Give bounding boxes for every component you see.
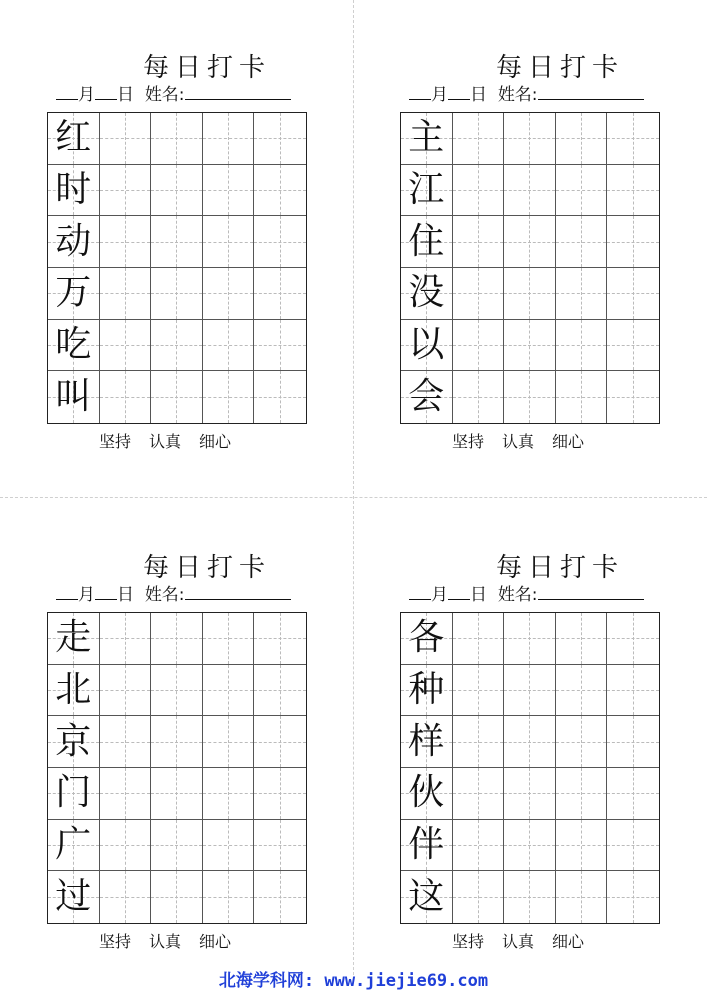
month-blank[interactable] <box>409 84 431 100</box>
motto-word: 细心 <box>552 932 585 951</box>
horizontal-cut-line <box>0 497 707 498</box>
practice-cell[interactable] <box>607 665 659 717</box>
practice-cell[interactable] <box>100 113 152 165</box>
practice-cell[interactable] <box>607 216 659 268</box>
practice-cell[interactable] <box>151 165 203 217</box>
practice-cell[interactable] <box>453 820 505 872</box>
name-blank[interactable] <box>538 84 644 100</box>
day-label: 日 <box>117 585 134 605</box>
practice-cell[interactable] <box>100 665 152 717</box>
practice-cell[interactable] <box>504 613 556 665</box>
practice-cell[interactable] <box>504 665 556 717</box>
month-blank[interactable] <box>56 84 78 100</box>
day-blank[interactable] <box>95 584 117 600</box>
practice-cell[interactable] <box>607 716 659 768</box>
practice-cell[interactable] <box>556 871 608 923</box>
practice-cell[interactable] <box>100 768 152 820</box>
practice-cell[interactable] <box>203 320 255 372</box>
model-character-cell <box>48 216 100 268</box>
day-blank[interactable] <box>448 84 470 100</box>
model-character-cell <box>48 665 100 717</box>
model-character-cell <box>48 165 100 217</box>
month-blank[interactable] <box>56 584 78 600</box>
practice-cell[interactable] <box>151 716 203 768</box>
motto-word: 细心 <box>199 932 232 951</box>
writing-grid <box>400 612 660 924</box>
practice-cell[interactable] <box>100 871 152 923</box>
motto <box>99 432 249 452</box>
motto-word: 认真 <box>149 932 182 951</box>
practice-cell[interactable] <box>453 268 505 320</box>
practice-cell[interactable] <box>453 216 505 268</box>
motto-word: 细心 <box>552 432 585 451</box>
writing-grid <box>400 112 660 424</box>
model-character-cell <box>48 113 100 165</box>
practice-cell[interactable] <box>453 768 505 820</box>
practice-cell[interactable] <box>100 216 152 268</box>
practice-cell[interactable] <box>453 165 505 217</box>
model-character: 动 <box>55 220 92 262</box>
model-character-cell <box>401 665 453 717</box>
model-character: 红 <box>55 117 92 159</box>
practice-cell[interactable] <box>254 268 306 320</box>
model-character-cell <box>401 216 453 268</box>
model-character: 叫 <box>55 376 92 418</box>
model-character: 北 <box>55 668 92 710</box>
model-character: 江 <box>408 168 445 210</box>
day-blank[interactable] <box>95 84 117 100</box>
practice-cell[interactable] <box>556 371 608 423</box>
practice-cell[interactable] <box>556 268 608 320</box>
card-title: 每日打卡 <box>142 553 271 583</box>
practice-cell[interactable] <box>151 268 203 320</box>
day-label: 日 <box>117 85 134 105</box>
month-label: 月 <box>431 585 448 605</box>
practice-cell[interactable] <box>203 268 255 320</box>
date-name-line <box>56 84 291 106</box>
practice-cell[interactable] <box>254 871 306 923</box>
practice-cell[interactable] <box>151 871 203 923</box>
practice-cell[interactable] <box>151 371 203 423</box>
model-character-cell <box>401 113 453 165</box>
practice-cell[interactable] <box>504 820 556 872</box>
practice-cell[interactable] <box>151 113 203 165</box>
practice-cell[interactable] <box>556 716 608 768</box>
model-character-cell <box>401 613 453 665</box>
practice-cell[interactable] <box>100 320 152 372</box>
model-character-cell <box>48 871 100 923</box>
practice-cell[interactable] <box>254 113 306 165</box>
practice-cell[interactable] <box>203 613 255 665</box>
practice-cell[interactable] <box>453 113 505 165</box>
practice-cell[interactable] <box>607 768 659 820</box>
model-character-cell <box>48 371 100 423</box>
practice-cell[interactable] <box>203 113 255 165</box>
practice-cell[interactable] <box>254 165 306 217</box>
practice-cell[interactable] <box>203 165 255 217</box>
practice-card <box>400 552 707 952</box>
model-character: 各 <box>408 617 445 659</box>
practice-cell[interactable] <box>607 371 659 423</box>
practice-cell[interactable] <box>453 613 505 665</box>
practice-cell[interactable] <box>254 768 306 820</box>
model-character: 主 <box>408 117 445 159</box>
practice-cell[interactable] <box>504 371 556 423</box>
practice-cell[interactable] <box>151 320 203 372</box>
practice-cell[interactable] <box>254 820 306 872</box>
model-character: 伙 <box>408 772 445 814</box>
model-character-cell <box>401 716 453 768</box>
practice-cell[interactable] <box>151 665 203 717</box>
model-character: 吃 <box>55 323 92 365</box>
model-character-cell <box>401 320 453 372</box>
motto <box>452 432 602 452</box>
model-character: 走 <box>55 617 92 659</box>
footer-watermark: 北海学科网: www.jiejie69.com <box>218 971 489 991</box>
model-character-cell <box>401 871 453 923</box>
practice-cell[interactable] <box>100 371 152 423</box>
month-blank[interactable] <box>409 584 431 600</box>
motto-word: 坚持 <box>99 432 132 451</box>
practice-cell[interactable] <box>556 113 608 165</box>
practice-cell[interactable] <box>100 165 152 217</box>
practice-cell[interactable] <box>607 268 659 320</box>
name-label: 姓名: <box>497 585 538 605</box>
practice-cell[interactable] <box>556 216 608 268</box>
practice-cell[interactable] <box>453 320 505 372</box>
model-character: 住 <box>408 220 445 262</box>
practice-cell[interactable] <box>100 820 152 872</box>
practice-cell[interactable] <box>607 320 659 372</box>
practice-cell[interactable] <box>556 320 608 372</box>
name-blank[interactable] <box>185 584 291 600</box>
motto-word: 坚持 <box>452 432 485 451</box>
practice-card <box>47 52 367 452</box>
practice-cell[interactable] <box>504 216 556 268</box>
model-character: 广 <box>55 823 92 865</box>
model-character: 以 <box>408 323 445 365</box>
motto-word: 认真 <box>502 932 535 951</box>
date-name-line <box>56 584 291 606</box>
practice-cell[interactable] <box>254 371 306 423</box>
practice-cell[interactable] <box>453 716 505 768</box>
card-title: 每日打卡 <box>495 53 624 83</box>
practice-cell[interactable] <box>203 665 255 717</box>
model-character: 伴 <box>408 823 445 865</box>
practice-cell[interactable] <box>607 871 659 923</box>
date-name-line <box>409 584 644 606</box>
model-character: 时 <box>55 168 92 210</box>
card-title: 每日打卡 <box>142 53 271 83</box>
practice-cell[interactable] <box>254 216 306 268</box>
practice-cell[interactable] <box>607 165 659 217</box>
name-blank[interactable] <box>185 84 291 100</box>
practice-cell[interactable] <box>151 768 203 820</box>
practice-cell[interactable] <box>100 268 152 320</box>
writing-grid <box>47 612 307 924</box>
day-blank[interactable] <box>448 584 470 600</box>
name-label: 姓名: <box>144 85 185 105</box>
practice-cell[interactable] <box>254 665 306 717</box>
model-character-cell <box>401 165 453 217</box>
practice-cell[interactable] <box>556 768 608 820</box>
practice-cell[interactable] <box>556 165 608 217</box>
practice-cell[interactable] <box>504 871 556 923</box>
practice-cell[interactable] <box>504 165 556 217</box>
practice-cell[interactable] <box>556 665 608 717</box>
practice-cell[interactable] <box>504 113 556 165</box>
model-character: 没 <box>408 272 445 314</box>
model-character-cell <box>48 320 100 372</box>
model-character-cell <box>48 768 100 820</box>
motto-word: 认真 <box>502 432 535 451</box>
practice-cell[interactable] <box>254 716 306 768</box>
model-character: 过 <box>55 876 92 918</box>
practice-cell[interactable] <box>100 613 152 665</box>
practice-cell[interactable] <box>504 268 556 320</box>
day-label: 日 <box>470 85 487 105</box>
model-character-cell <box>48 268 100 320</box>
motto-word: 细心 <box>199 432 232 451</box>
practice-card <box>400 52 707 452</box>
motto-word: 坚持 <box>99 932 132 951</box>
practice-cell[interactable] <box>453 665 505 717</box>
card-title: 每日打卡 <box>495 553 624 583</box>
practice-cell[interactable] <box>504 716 556 768</box>
practice-cell[interactable] <box>504 768 556 820</box>
practice-cell[interactable] <box>504 320 556 372</box>
practice-cell[interactable] <box>100 716 152 768</box>
model-character-cell <box>401 268 453 320</box>
practice-cell[interactable] <box>607 113 659 165</box>
month-label: 月 <box>78 85 95 105</box>
practice-cell[interactable] <box>453 371 505 423</box>
model-character-cell <box>48 716 100 768</box>
model-character-cell <box>48 613 100 665</box>
model-character: 门 <box>55 772 92 814</box>
model-character-cell <box>401 371 453 423</box>
practice-cell[interactable] <box>556 820 608 872</box>
model-character-cell <box>48 820 100 872</box>
practice-card <box>47 552 367 952</box>
motto <box>99 932 249 952</box>
practice-cell[interactable] <box>254 613 306 665</box>
name-blank[interactable] <box>538 584 644 600</box>
practice-cell[interactable] <box>203 768 255 820</box>
model-character: 万 <box>55 272 92 314</box>
practice-cell[interactable] <box>151 216 203 268</box>
writing-grid <box>47 112 307 424</box>
practice-cell[interactable] <box>607 613 659 665</box>
month-label: 月 <box>431 85 448 105</box>
practice-cell[interactable] <box>203 871 255 923</box>
model-character-cell <box>401 768 453 820</box>
practice-cell[interactable] <box>607 820 659 872</box>
motto-word: 认真 <box>149 432 182 451</box>
practice-cell[interactable] <box>453 871 505 923</box>
model-character: 种 <box>408 668 445 710</box>
practice-cell[interactable] <box>203 716 255 768</box>
model-character: 会 <box>408 376 445 418</box>
motto <box>452 932 602 952</box>
practice-cell[interactable] <box>151 820 203 872</box>
name-label: 姓名: <box>144 585 185 605</box>
practice-cell[interactable] <box>203 820 255 872</box>
model-character: 京 <box>55 720 92 762</box>
practice-cell[interactable] <box>556 613 608 665</box>
date-name-line <box>409 84 644 106</box>
model-character: 样 <box>408 720 445 762</box>
practice-cell[interactable] <box>151 613 203 665</box>
day-label: 日 <box>470 585 487 605</box>
practice-cell[interactable] <box>254 320 306 372</box>
practice-cell[interactable] <box>203 371 255 423</box>
model-character: 这 <box>408 876 445 918</box>
practice-cell[interactable] <box>203 216 255 268</box>
model-character-cell <box>401 820 453 872</box>
month-label: 月 <box>78 585 95 605</box>
motto-word: 坚持 <box>452 932 485 951</box>
name-label: 姓名: <box>497 85 538 105</box>
